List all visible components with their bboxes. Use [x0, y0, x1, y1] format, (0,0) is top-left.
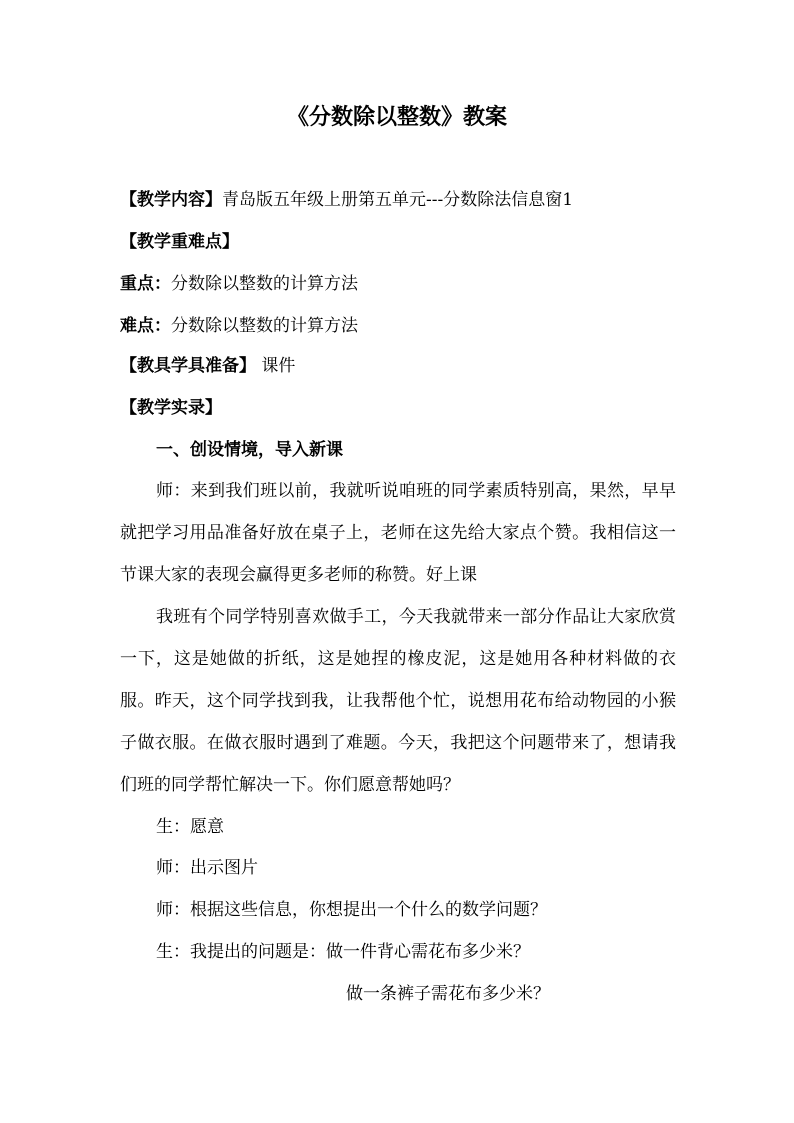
section-1-heading: 一、创设情境，导入新课 — [156, 440, 343, 460]
teaching-content-text: 青岛版五年级上册第五单元---分数除法信息窗1 — [222, 190, 574, 210]
key-point-label: 重点： — [120, 274, 171, 294]
record-heading: 【教学实录】 — [120, 398, 222, 418]
teaching-content-label: 【教学内容】 — [120, 190, 222, 210]
key-point-text: 分数除以整数的计算方法 — [171, 274, 358, 294]
dialogue-2: 师：出示图片 — [156, 858, 258, 878]
dialogue-3: 师：根据这些信息，你想提出一个什么的数学问题？ — [156, 900, 547, 920]
paragraph-2: 我班有个同学特别喜欢做手工，今天我就带来一部分作品让大家欣赏一下，这是她做的折纸，这是她捏的橡皮泥，这是她用各种材料做的衣服。昨天，这个同学找到我，让我帮他个忙，说想用花布给动物园的小猴子做衣服。在做衣服时遇到了难题。今天，我把这个问题带来了，想请我们班的同学帮忙解决一下。你们愿意帮她吗？ — [120, 607, 676, 795]
key-point-line — [120, 272, 358, 296]
tools-label: 【教具学具准备】 — [120, 356, 256, 376]
key-points-heading: 【教学重难点】 — [120, 232, 239, 252]
paragraph-1: 师：来到我们班以前，我就听说咱班的同学素质特别高，果然，早早就把学习用品准备好放在桌子上，老师在这先给大家点个赞。我相信这一节课大家的表现会赢得更多老师的称赞。好上课 — [120, 481, 676, 585]
page-title: 《分数除以整数》教案 — [286, 104, 507, 130]
difficult-point-line — [120, 314, 358, 338]
tools-text: 课件 — [261, 356, 296, 376]
dialogue-1: 生：愿意 — [156, 817, 224, 837]
dialogue-4: 生：我提出的问题是：做一件背心需花布多少米？ — [156, 942, 530, 962]
teaching-content-line — [120, 188, 573, 212]
tools-line — [120, 354, 295, 378]
difficult-point-label: 难点： — [120, 316, 171, 336]
difficult-point-text: 分数除以整数的计算方法 — [171, 316, 358, 336]
dialogue-5: 做一条裤子需花布多少米？ — [346, 984, 550, 1004]
